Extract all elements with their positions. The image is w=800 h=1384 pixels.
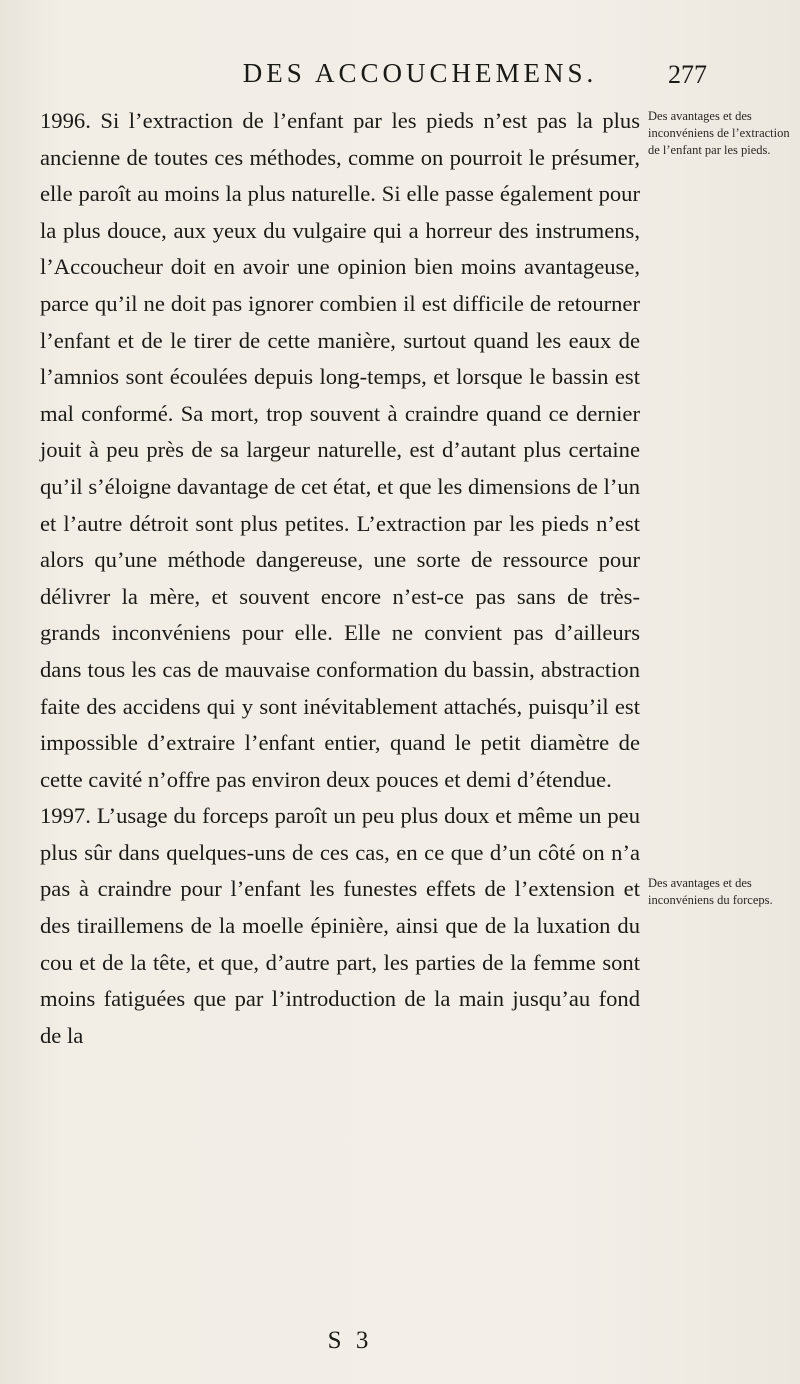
margin-note-extraction: Des avantages et des inconvéniens de l’extraction de l’enfant par les pieds.: [648, 109, 790, 157]
running-title: DES ACCOUCHEMENS.: [242, 58, 598, 88]
signature-mark: S 3: [327, 1327, 373, 1354]
paragraph-1996: 1996. Si l’extraction de l’enfant par les pieds n’est pas la plus ancienne de toutes ces méthodes, comme on pourroit le présumer, elle paroît au moins la plus naturelle. Si elle passe également pour la plus douce, aux yeux du vulgaire qui a horreur des instrumens, l’Accoucheur doit en avoir une opinion bien moins avantageuse, parce qu’il ne doit pas ignorer combien il est difficile de retourner l’enfant et de le tirer de cette manière, surtout quand les eaux de l’amnios sont écoulées depuis long-temps, et lorsque le bassin est mal conformé. Sa mort, trop souvent à craindre quand ce dernier jouit à peu près de sa largeur naturelle, est d’autant plus certaine qu’il s’éloigne davantage de cet état, et que les dimensions de l’un et l’autre détroit sont plus petites. L’extraction par les pieds n’est alors qu’une méthode dangereuse, une sorte de ressource pour délivrer la mère, et souvent encore n’est-ce pas sans de très-grands inconvéniens pour elle. Elle ne convient pas d’ailleurs dans tous les cas de mauvaise conformation du bassin, abstraction faite des accidens qui y sont inévitablement attachés, puisqu’il est impossible d’extraire l’enfant entier, quand le petit diamètre de cette cavité n’offre pas environ deux pouces et demi d’étendue.: [40, 108, 640, 792]
main-text: [40, 103, 640, 1054]
margin-note-forceps: Des avantages et des inconvéniens du forceps.: [648, 876, 773, 907]
paragraph-1997: 1997. L’usage du forceps paroît un peu plus doux et même un peu plus sûr dans quelques-uns de ces cas, en ce que d’un côté on n’a pas à craindre pour l’enfant les funestes effets de l’extension et des tiraillemens de la moelle épinière, ainsi que de la luxation du cou et de la tête, et que, d’autre part, les parties de la femme sont moins fatiguées que par l’introduction de la main jusqu’au fond de la: [40, 803, 640, 1048]
page-number: 277: [668, 60, 707, 89]
